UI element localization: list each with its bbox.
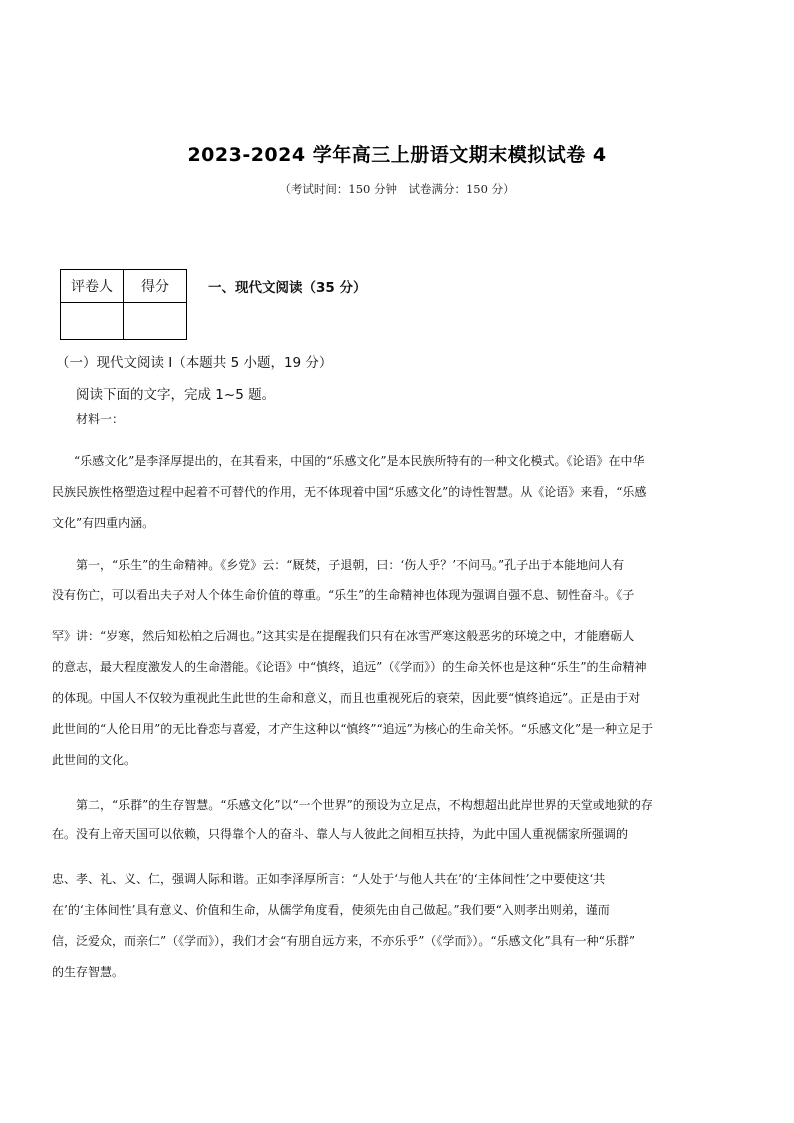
section-subheading: （一）现代文阅读 I（本题共 5 小题，19 分） <box>56 355 333 371</box>
paragraph-line: 没有伤亡，可以看出夫子对人个体生命价值的尊重。“乐生”的生命精神也体现为强调自强不息、韧性奋斗。《子 <box>52 588 635 602</box>
paragraph-line: 的体现。中国人不仅较为重视此生此世的生命和意义，而且也重视死后的衰荣，因此要“慎终追远”。正是由于对 <box>52 691 641 705</box>
paragraph-line: 民族民族性格塑造过程中起着不可替代的作用，无不体现着中国“乐感文化”的诗性智慧。从《论语》来看，“乐感 <box>52 485 647 499</box>
paragraph-line: 的意志，最大程度激发人的生命潜能。《论语》中“慎终，追远”（《学而》）的生命关怀也是这种“乐生”的生命精神 <box>52 660 647 674</box>
paragraph-line: 第二，“乐群”的生存智慧。“乐感文化”以“一个世界”的预设为立足点，不构想超出此岸世界的天堂或地狱的存 <box>76 798 653 812</box>
paragraph-line: 第一，“乐生”的生命精神。《乡党》云：“厩焚，子退朝，曰：‘伤人乎？’不问马。”孔子出于本能地问人有 <box>76 558 625 572</box>
exam-subtitle: （考试时间：150 分钟 试卷满分：150 分） <box>279 182 515 196</box>
paragraph-line: 在。没有上帝天国可以依赖，只得靠个人的奋斗、靠人与人彼此之间相互扶持，为此中国人重视儒家所强调的 <box>52 827 629 841</box>
paragraph-line: 忠、孝、礼、义、仁，强调人际和谐。正如李泽厚所言：“人处于‘与他人共在’的‘主体间性’之中要使这‘共 <box>52 872 606 886</box>
paragraph-line: 此世间的文化。 <box>52 753 137 767</box>
score-cell <box>124 303 187 340</box>
section-heading: 一、现代文阅读（35 分） <box>208 280 367 296</box>
exam-title: 2023-2024 学年高三上册语文期末模拟试卷 4 <box>187 144 607 166</box>
paragraph-line: “乐感文化”是李泽厚提出的，在其看来，中国的“乐感文化”是本民族所特有的一种文化模式。《论语》在中华 <box>74 454 645 468</box>
score-label: 得分 <box>124 270 187 303</box>
paragraph-line: 信，泛爱众，而亲仁”（《学而》），我们才会“有朋自远方来，不亦乐乎”（《学而》）。“乐感文化”具有一种“乐群” <box>52 934 635 948</box>
reading-instruction: 阅读下面的文字，完成 1~5 题。 <box>76 387 276 403</box>
material-label: 材料一： <box>76 412 125 426</box>
grader-label: 评卷人 <box>61 270 124 303</box>
paragraph-line: 在’的‘主体间性’具有意义、价值和生命，从儒学角度看，使须先由自己做起。”我们要“入则孝出则弟，谨而 <box>52 903 610 917</box>
paragraph-line: 罕》讲：“岁寒，然后知松柏之后凋也。”这其实是在提醒我们只有在冰雪严寒这般恶劣的环境之中，才能磨砺人 <box>52 629 635 643</box>
paragraph-line: 此世间的“人伦日用”的无比眷恋与喜爱，才产生这种以“慎终”“追远”为核心的生命关怀。“乐感文化”是一种立足于 <box>52 722 654 736</box>
score-table <box>60 269 187 340</box>
paragraph-line: 文化”有四重内涵。 <box>52 516 155 530</box>
paragraph-line: 的生存智慧。 <box>52 965 125 979</box>
grader-cell <box>61 303 124 340</box>
